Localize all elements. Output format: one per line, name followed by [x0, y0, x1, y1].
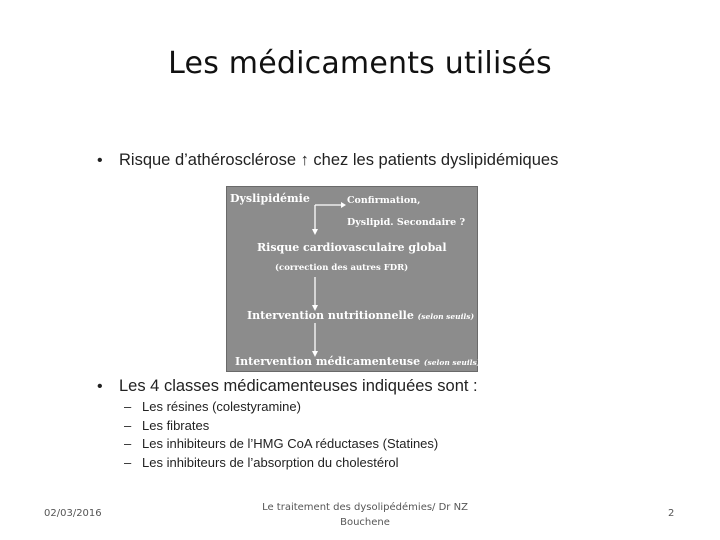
list-item	[124, 455, 438, 474]
dash-marker: –	[124, 417, 132, 433]
list-item-text: Les inhibiteurs de l’absorption du cholestérol	[142, 454, 399, 470]
list-item-text: Les inhibiteurs de l’HMG CoA réductases (Statines)	[142, 436, 439, 451]
arrow-head-branch	[341, 202, 346, 208]
diagram-nutrition-note: (selon seuils)	[417, 312, 475, 321]
arrow-head-1	[312, 229, 318, 235]
diagram-risk-note: (correction des autres FDR)	[275, 263, 409, 273]
dash-marker: –	[124, 436, 132, 451]
flowchart-image	[226, 186, 481, 372]
dash-marker: –	[124, 454, 132, 470]
page-number: 2	[668, 508, 675, 519]
diagram-risk: Risque cardiovasculaire global	[257, 241, 447, 254]
diagram-secondary: Dyslipid. Secondaire ?	[347, 217, 466, 228]
list-item	[124, 436, 438, 455]
diagram-nutrition	[247, 309, 474, 322]
bullet-dot: •	[97, 152, 103, 169]
list-item	[124, 399, 438, 418]
diagram-medication-label: Intervention médicamenteuse	[235, 355, 421, 368]
footer-date: 02/03/2016	[44, 508, 102, 519]
diagram-confirmation: Confirmation,	[347, 195, 421, 206]
bullet-dot: •	[97, 378, 103, 395]
dash-marker: –	[124, 399, 132, 414]
slide-title: Les médicaments utilisés	[168, 46, 552, 81]
bullet-classes	[97, 377, 478, 396]
bullet-text: Risque d’athérosclérose ↑ chez les patients dyslipidémiques	[119, 151, 559, 169]
diagram-start: Dyslipidémie	[230, 192, 310, 205]
diagram-medication-note: (selon seuils)	[423, 358, 481, 367]
footer-caption: Le traitement des dysolipédémies/ Dr NZ Bouchene	[262, 502, 468, 528]
list-item	[124, 418, 438, 437]
flowchart-arrows	[227, 187, 479, 373]
list-item-text: Les résines (colestyramine)	[142, 399, 301, 414]
bullet-text: Les 4 classes médicamenteuses indiquées sont :	[119, 377, 478, 395]
diagram-medication	[235, 355, 480, 368]
list-item-text: Les fibrates	[142, 417, 210, 433]
drug-classes-list	[124, 399, 438, 473]
diagram-nutrition-label: Intervention nutritionnelle	[247, 309, 414, 322]
bullet-risk	[97, 151, 558, 170]
